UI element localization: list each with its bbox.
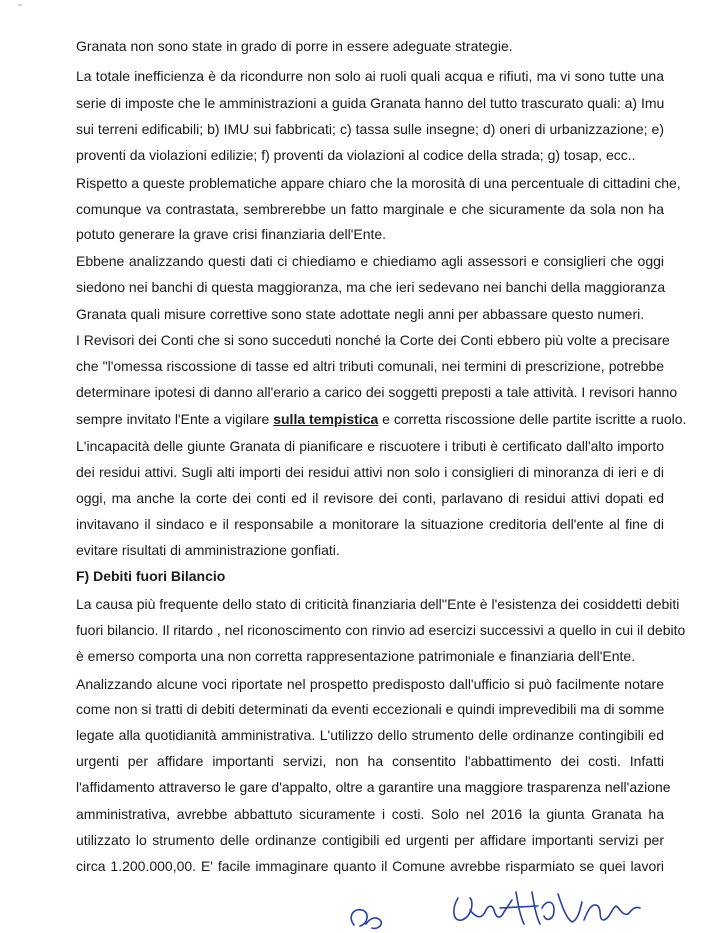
text-line: Granata non sono state in grado di porre in essere adeguate strategie. <box>76 38 513 54</box>
text-line: invitavano il sindaco e il responsabile a monitorare la situazione creditoria dell'ente al fine di <box>76 516 664 532</box>
text-line: Granata quali misure correttive sono state adottate negli anni per abbassare questo numeri. <box>76 306 645 322</box>
section-heading: F) Debiti fuori Bilancio <box>76 568 226 584</box>
text-line: siedono nei banchi di questa maggioranza, ma che ieri sedevano nei banchi della maggioranza <box>76 279 666 295</box>
text-line: che "l'omessa riscossione di tasse ed altri tributi comunali, nei termini di prescrizione, potrebbe <box>76 358 664 374</box>
text-line: Analizzando alcune voci riportate nel prospetto predisposto dall'ufficio si può facilmente notare <box>76 676 664 692</box>
text-line: I Revisori dei Conti che si sono succeduti nonché la Corte dei Conti ebbero più volte a precisare <box>76 332 670 348</box>
text-line: determinare ipotesi di danno all'erario a carico dei soggetti preposti a tale attività. I revisori hanno <box>76 384 678 400</box>
text-line: proventi da violazioni edilizie; f) proventi da violazioni al codice della strada; g) tosap, ecc.. <box>76 147 636 163</box>
text-line: dei residui attivi. Sugli alti importi dei residui attivi non solo i consiglieri di minoranza di ieri e di <box>76 464 664 480</box>
text-line: Rispetto a queste problematiche appare chiaro che la morosità di una percentuale di cittadini che, <box>76 175 681 191</box>
text-line: serie di imposte che le amministrazioni a guida Granata hanno del tutto trascurato quali: a) Imu <box>76 95 665 111</box>
text-line <box>76 410 687 428</box>
text-line: circa 1.200.000,00. E' facile immaginare quanto il Comune avrebbe risparmiato se quei lavori <box>76 858 664 874</box>
text-line: è emerso comporta una non corretta rappresentazione patrimoniale e finanziaria dell'Ente. <box>76 648 636 664</box>
text-line: utilizzato lo strumento delle ordinanze contigibili ed urgenti per affidare importanti servizi per <box>76 832 664 848</box>
text-line: urgenti per affidare importanti servizi, non ha consentito l'abbattimento dei costi. Infatti <box>76 753 664 769</box>
signature-stroke <box>454 892 640 924</box>
text-line: La causa più frequente dello stato di criticità finanziaria dell''Ente è l'esistenza dei cosiddetti debiti <box>76 596 680 612</box>
text-line: L'incapacità delle giunte Granata di pianificare e riscuotere i tributi è certificato dall'alto importo <box>76 438 664 454</box>
emphasized-text: sulla tempistica <box>273 411 379 427</box>
text-line: comunque va contrastata, sembrerebbe un fatto marginale e che sicuramente da sola non ha <box>76 201 664 217</box>
text-line: sui terreni edificabili; b) IMU sui fabbricati; c) tassa sulle insegne; d) oneri di urbanizzazione; e) <box>76 121 664 137</box>
text-line: La totale inefficienza è da ricondurre non solo ai ruoli quali acqua e rifiuti, ma vi sono tutte una <box>76 68 664 84</box>
text-line: Ebbene analizzando questi dati ci chiediamo e chiediamo agli assessori e consiglieri che oggi <box>76 253 664 269</box>
text-segment: sempre invitato l'Ente a vigilare <box>76 411 274 427</box>
text-line: fuori bilancio. Il ritardo , nel riconoscimento con rinvio ad esercizi successivi a quello in cui il debito <box>76 622 686 638</box>
handwritten-signature <box>340 880 719 933</box>
initials-mark <box>351 910 381 929</box>
text-line: amministrativa, avrebbe abbattuto sicuramente i costi. Solo nel 2016 la giunta Granata ha <box>76 806 664 822</box>
text-line: evitare risultati di amministrazione gonfiati. <box>76 542 340 558</box>
text-segment: e corretta riscossione delle partite iscritte a ruolo. <box>378 411 687 427</box>
text-line: oggi, ma anche la corte dei conti ed il revisore dei conti, parlavano di residui attivi dopati ed <box>76 490 664 506</box>
text-line: come non si tratti di debiti determinati da eventi eccezionali e quindi imprevedibili ma di somme <box>76 701 665 717</box>
text-line: legate alla quotidianità amministrativa. L'utilizzo dello strumento delle ordinanze contingibili ed <box>76 727 664 743</box>
text-line: potuto generare la grave crisi finanziaria dell'Ente. <box>76 226 387 242</box>
scan-artifact <box>18 4 22 6</box>
text-line: l'affidamento attraverso le gare d'appalto, oltre a garantire una maggiore trasparenza nell'azione <box>76 779 671 795</box>
